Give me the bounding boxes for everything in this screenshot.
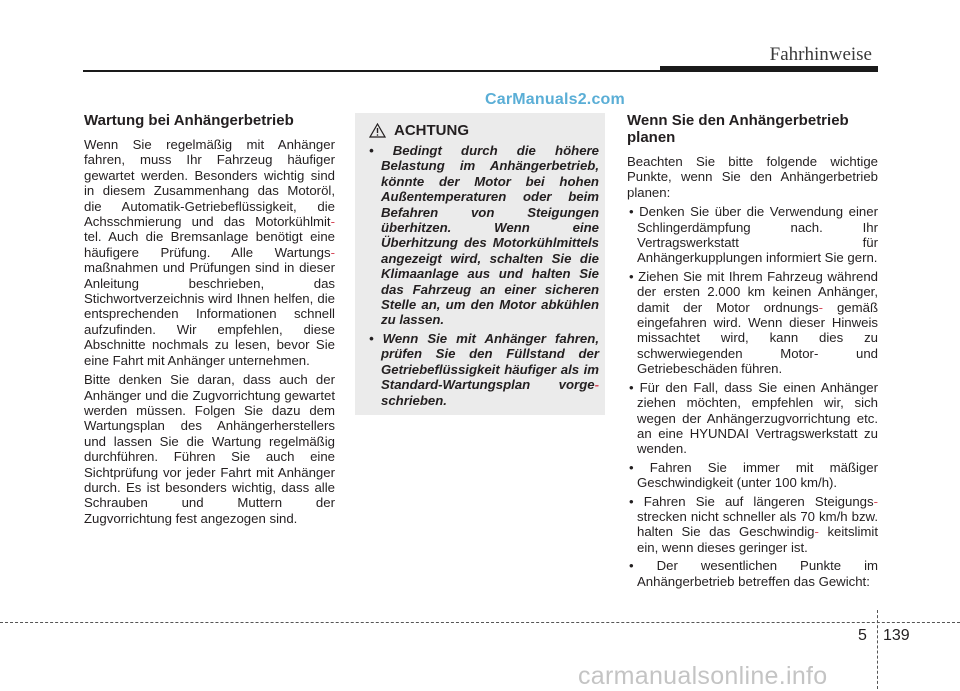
left-heading: Wartung bei Anhängerbetrieb [84, 112, 294, 129]
footer-rule [0, 622, 960, 623]
bullet-item: • Der wesentlichen Punkte im Anhängerbetrieb betreffen das Gewicht: [629, 558, 878, 589]
bullet-item: • Fahren Sie auf längeren Steigungs- strecken nicht schneller als 70 km/h bzw. halten Sie das Geschwindig- keitslimit ein, wenn dieses geringer ist. [629, 493, 878, 555]
left-column [84, 112, 335, 530]
warning-header [369, 122, 469, 139]
header-rule-thick [660, 66, 878, 72]
right-intro: Beachten Sie bitte folgende wichtige Punkte, wenn Sie den Anhängerbetrieb planen: [627, 154, 878, 200]
warning-triangle-icon [369, 123, 386, 138]
watermark-top: CarManuals2.com [485, 91, 625, 108]
header-rule [83, 70, 660, 72]
page-number: 139 [883, 627, 910, 644]
bullet-item: • Denken Sie über die Verwendung einer Schlingerdämpfung nach. Ihr Vertragswerkstatt für Anhängerkupplungen informiert Sie gern. [629, 204, 878, 266]
page-number-separator [877, 610, 878, 689]
left-paragraph-1: Wenn Sie regelmäßig mit Anhänger fahren, muss Ihr Fahrzeug häufiger gewartet werden. Besonders wichtig sind in diesem Zusammenhang das Motoröl, die Automatik-Getriebeflüssigkeit, die Achsschmierung und das Motorkühlmit- tel. Auch die Bremsanlage benötigt eine häufigere Prüfung. Alle Wartungs- maßnahmen und Prüfungen sind in dieser Anleitung beschrieben, das Stichwortverzeichnis wird Ihnen helfen, die entsprechenden Informationen schnell aufzufinden. Wir empfehlen, diese Abschnitte nochmals zu lesen, bevor Sie eine Fahrt mit Anhänger unternehmen. [84, 137, 335, 368]
page-header-title: Fahrhinweise [769, 44, 872, 65]
bullet-item: • Ziehen Sie mit Ihrem Fahrzeug während der ersten 2.000 km keinen Anhänger, damit der Motor ordnungs- gemäß eingefahren wird. Wenn dieser Hinweis missachtet wird, kann dies zu schwerwiegenden Motor- und Getriebeschäden führen. [629, 268, 878, 377]
footer-watermark: carmanualsonline.info [578, 662, 828, 690]
bullet-item: • Fahren Sie immer mit mäßiger Geschwindigkeit (unter 100 km/h). [629, 459, 878, 491]
chapter-number: 5 [858, 627, 867, 644]
bullet-list [627, 204, 878, 589]
right-heading: Wenn Sie den Anhängerbetrieb planen [627, 112, 849, 146]
warning-box [355, 113, 605, 415]
warning-body [367, 143, 599, 411]
right-column [627, 112, 878, 592]
warning-item: • Bedingt durch die höhere Belastung im Anhängerbetrieb, könnte der Motor bei hohen Außentemperaturen oder beim Befahren von Steigungen überhitzen. Wenn eine Überhitzung des Motorkühlmittels angezeigt wird, schalten Sie die Klimaanlage aus und halten Sie das Fahrzeug an einer sicheren Stelle an, um den Motor abkühlen zu lassen. [369, 143, 599, 328]
bullet-item: • Für den Fall, dass Sie einen Anhänger ziehen möchten, empfehlen wir, sich wegen der Anhängerzugvorrichtung etc. an eine HYUNDAI Vertragswerkstatt zu wenden. [629, 379, 878, 457]
warning-item: • Wenn Sie mit Anhänger fahren, prüfen Sie den Füllstand der Getriebeflüssigkeit häufiger als im Standard-Wartungsplan vorge- schrieben. [369, 330, 599, 408]
warning-title: ACHTUNG [394, 122, 469, 139]
left-paragraph-2: Bitte denken Sie daran, dass auch der Anhänger und die Zugvorrichtung gewartet werden müssen. Folgen Sie dazu dem Wartungsplan des Anhängerherstellers und lassen Sie die Wartung regelmäßig durchführen. Führen Sie auch eine Sichtprüfung vor jeder Fahrt mit Anhänger durch. Es ist besonders wichtig, dass alle Schrauben und Muttern der Zugvorrichtung fest angezogen sind. [84, 372, 335, 526]
